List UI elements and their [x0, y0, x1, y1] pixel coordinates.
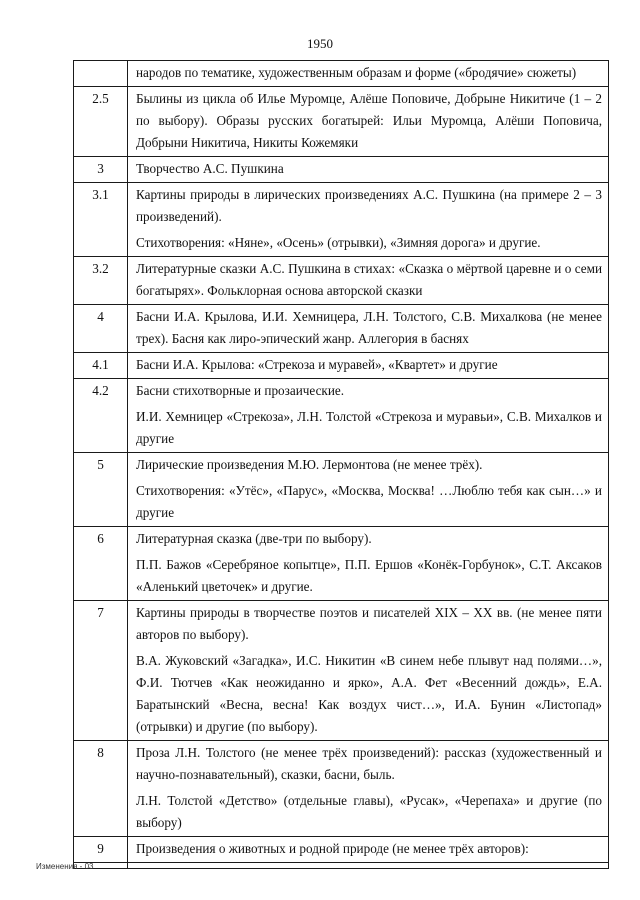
row-content [128, 353, 609, 379]
content-paragraph: Картины природы в лирических произведениях А.С. Пушкина (на примере 2 – 3 произведений). [136, 187, 602, 224]
row-number: 2.5 [74, 87, 128, 157]
content-paragraph: П.П. Бажов «Серебряное копытце», П.П. Ершов «Конёк-Горбунок», С.Т. Аксаков «Аленький цветочек» и другие. [136, 557, 602, 594]
content-paragraph: В.А. Жуковский «Загадка», И.С. Никитин «В синем небе плывут над полями…», Ф.И. Тютчев «Как неожиданно и ярко», А.А. Фет «Весенний дождь», Е.А. Баратынский «Весна, весна! Как воздух чист…», И.А. Бунин «Листопад» (отрывки) и другие (по выбору). [136, 653, 602, 734]
table-row [74, 453, 609, 527]
row-content [128, 837, 609, 863]
page-number: 1950 [307, 36, 333, 51]
row-number [74, 61, 128, 87]
table-row [74, 257, 609, 305]
row-content [128, 379, 609, 453]
row-content [128, 157, 609, 183]
table-body [74, 61, 609, 869]
row-content [128, 87, 609, 157]
row-number: 7 [74, 601, 128, 741]
row-content [128, 183, 609, 257]
content-paragraph: Творчество А.С. Пушкина [136, 161, 284, 176]
table-row [74, 61, 609, 87]
table-row [74, 87, 609, 157]
table-row [74, 527, 609, 601]
table-row [74, 353, 609, 379]
curriculum-table [73, 60, 609, 869]
footer-note: Изменения - 03 [36, 862, 94, 871]
content-paragraph: Басни стихотворные и прозаические. [136, 383, 345, 398]
table-row [74, 305, 609, 353]
table-row [74, 157, 609, 183]
content-paragraph: Басни И.А. Крылова, И.И. Хемницера, Л.Н. Толстого, С.В. Михалкова (не менее трех). Басня как лиро-эпический жанр. Аллегория в баснях [136, 309, 602, 346]
row-content [128, 305, 609, 353]
row-number: 3.1 [74, 183, 128, 257]
table-row [74, 183, 609, 257]
row-number: 9 [74, 837, 128, 863]
row-content [128, 453, 609, 527]
content-paragraph: Картины природы в творчестве поэтов и писателей XIX – XX вв. (не менее пяти авторов по выбору). [136, 605, 602, 642]
content-paragraph: Литературная сказка (две-три по выбору). [136, 531, 372, 546]
content-paragraph: Л.Н. Толстой «Детство» (отдельные главы), «Русак», «Черепаха» и другие (по выбору) [136, 793, 602, 830]
content-paragraph: Проза Л.Н. Толстого (не менее трёх произведений): рассказ (художественный и научно-познавательный), сказки, басни, быль. [136, 745, 602, 782]
content-paragraph: И.И. Хемницер «Стрекоза», Л.Н. Толстой «Стрекоза и муравьи», С.В. Михалков и другие [136, 409, 602, 446]
row-content [128, 601, 609, 741]
content-paragraph: Лирические произведения М.Ю. Лермонтова (не менее трёх). [136, 457, 483, 472]
row-number: 4 [74, 305, 128, 353]
row-number: 5 [74, 453, 128, 527]
content-paragraph: Басни И.А. Крылова: «Стрекоза и муравей», «Квартет» и другие [136, 357, 498, 372]
content-paragraph: Стихотворения: «Утёс», «Парус», «Москва, Москва! …Люблю тебя как сын…» и другие [136, 483, 602, 520]
content-paragraph: Былины из цикла об Илье Муромце, Алёше Поповиче, Добрыне Никитиче (1 – 2 по выбору). Образы русских богатырей: Ильи Муромца, Алёши Поповича, Добрыни Никитича, Никиты Кожемяки [136, 91, 602, 150]
row-number: 6 [74, 527, 128, 601]
row-content [128, 741, 609, 837]
content-paragraph: Произведения о животных и родной природе (не менее трёх авторов): [136, 841, 529, 856]
content-paragraph: народов по тематике, художественным образам и форме («бродячие» сюжеты) [136, 65, 577, 80]
row-number: 4.1 [74, 353, 128, 379]
table-row [74, 601, 609, 741]
table-row [74, 837, 609, 863]
table-continuation [74, 863, 609, 869]
row-number: 3 [74, 157, 128, 183]
table-row [74, 741, 609, 837]
row-content [128, 61, 609, 87]
row-content [128, 527, 609, 601]
row-number: 8 [74, 741, 128, 837]
row-number: 4.2 [74, 379, 128, 453]
row-number: 3.2 [74, 257, 128, 305]
content-paragraph: Стихотворения: «Няне», «Осень» (отрывки), «Зимняя дорога» и другие. [136, 235, 541, 250]
table-row [74, 379, 609, 453]
content-paragraph: Литературные сказки А.С. Пушкина в стихах: «Сказка о мёртвой царевне и о семи богатырях». Фольклорная основа авторской сказки [136, 261, 602, 298]
row-content [128, 257, 609, 305]
